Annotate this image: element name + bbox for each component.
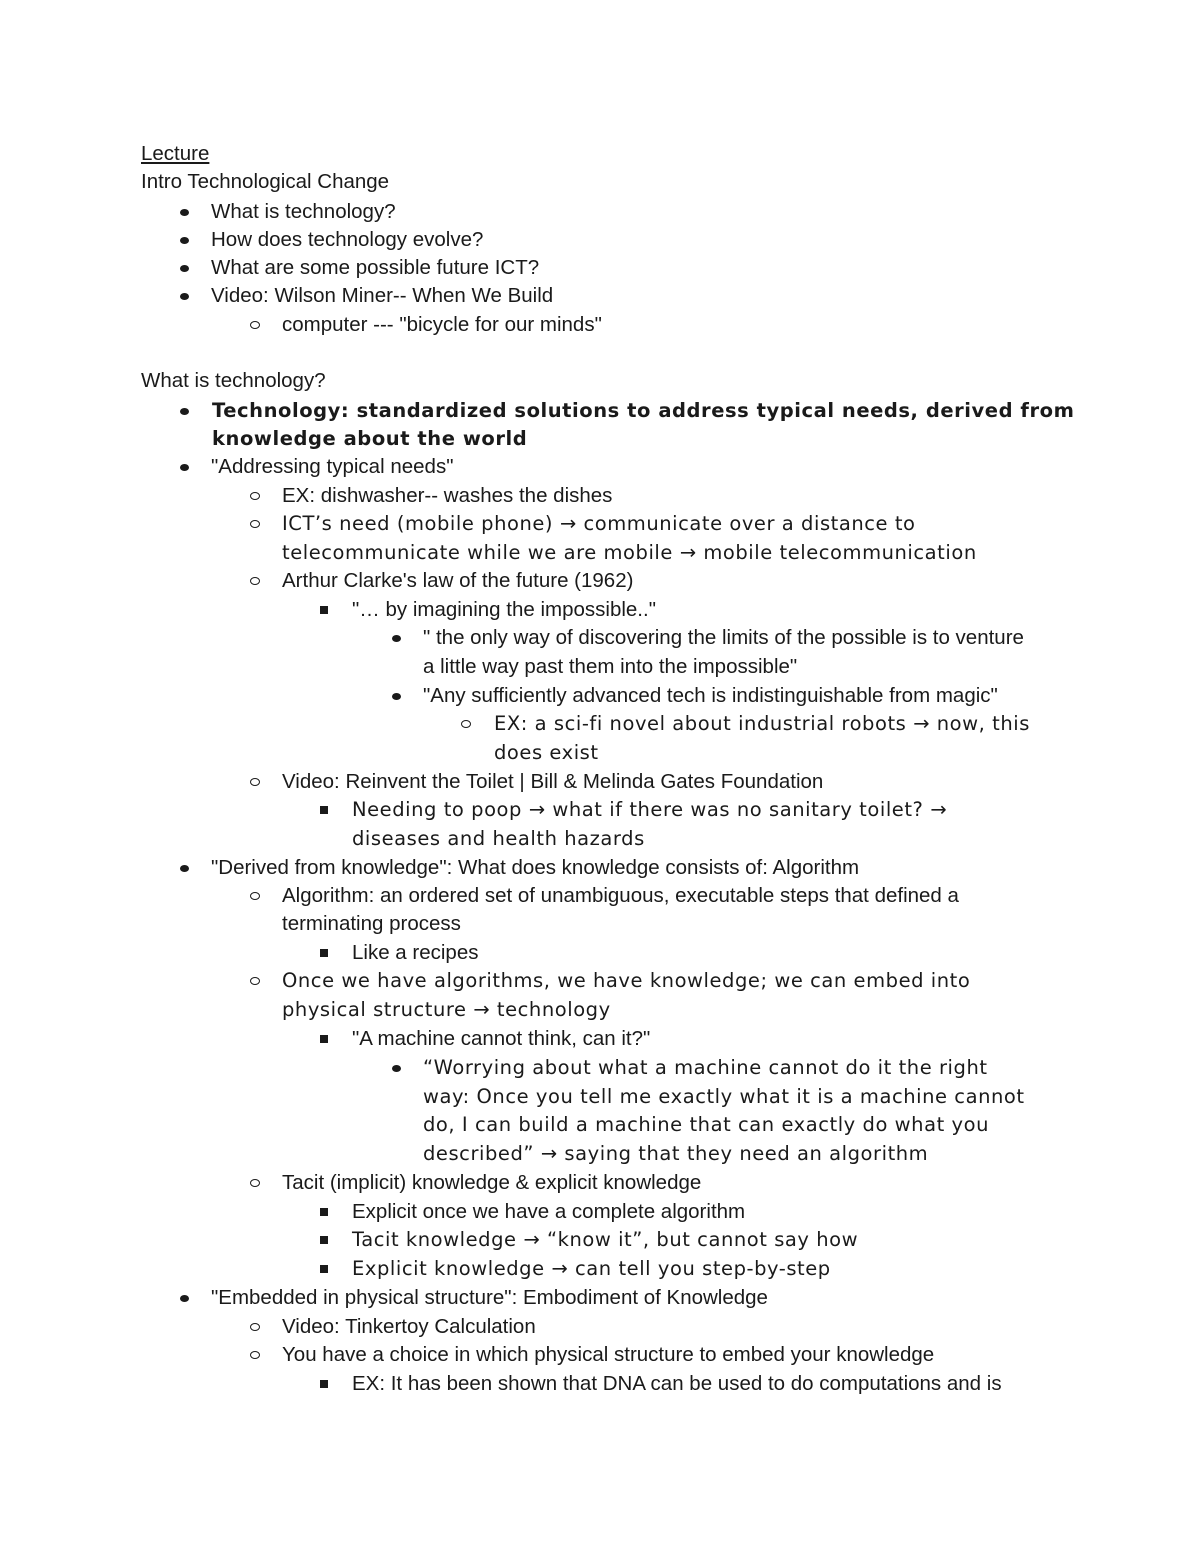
bullet-disc-icon xyxy=(170,254,198,282)
bullet-circle-icon xyxy=(241,882,269,910)
intro-item: Video: Wilson Miner-- When We Build xyxy=(211,284,554,307)
needs-example-continued: does exist xyxy=(494,741,599,764)
lecture-heading: Lecture xyxy=(141,142,210,165)
bullet-circle-icon xyxy=(241,482,269,510)
needs-subitem-continued: diseases and health hazards xyxy=(352,827,645,850)
knowledge-item: Once we have algorithms, we have knowledge; we can embed into xyxy=(282,969,971,992)
definition-line: Technology: standardized solutions to address typical needs, derived from xyxy=(212,399,1075,422)
bullet-square-icon xyxy=(310,1226,338,1254)
needs-subitem: Needing to poop → what if there was no sanitary toilet? → xyxy=(352,798,948,821)
embodiment-subitem: EX: It has been shown that DNA can be used to do computations and is xyxy=(352,1372,1002,1395)
intro-item: What are some possible future ICT? xyxy=(211,256,540,279)
knowledge-quote-continued: way: Once you tell me exactly what it is a machine cannot xyxy=(423,1085,1025,1108)
bullet-circle-icon xyxy=(241,1341,269,1369)
knowledge-quote-continued: described” → saying that they need an algorithm xyxy=(423,1142,929,1165)
bullet-disc-icon xyxy=(170,1284,198,1312)
intro-subheading: Intro Technological Change xyxy=(141,170,390,193)
needs-subitem: "… by imagining the impossible.." xyxy=(352,598,656,621)
bullet-square-icon xyxy=(310,1370,338,1398)
bullet-disc-icon xyxy=(382,624,410,652)
bullet-square-icon xyxy=(310,1025,338,1053)
knowledge-item-continued: physical structure → technology xyxy=(282,998,611,1021)
needs-item: Arthur Clarke's law of the future (1962) xyxy=(282,569,634,592)
bullet-circle-icon xyxy=(241,567,269,595)
bullet-disc-icon xyxy=(170,453,198,481)
bullet-circle-icon xyxy=(241,510,269,538)
bullet-square-icon xyxy=(310,1255,338,1283)
knowledge-subitem: Like a recipes xyxy=(352,941,479,964)
needs-example: EX: a sci-fi novel about industrial robots → now, this xyxy=(494,712,1030,735)
bullet-disc-icon xyxy=(170,198,198,226)
knowledge-item-continued: terminating process xyxy=(282,912,461,935)
knowledge-label: "Derived from knowledge": What does knowledge consists of: Algorithm xyxy=(211,856,860,879)
bullet-square-icon xyxy=(310,796,338,824)
needs-item-continued: telecommunicate while we are mobile → mobile telecommunication xyxy=(282,541,977,564)
bullet-square-icon xyxy=(310,939,338,967)
definition-line: knowledge about the world xyxy=(212,427,528,450)
bullet-circle-icon xyxy=(241,311,269,339)
bullet-square-icon xyxy=(310,596,338,624)
intro-item: How does technology evolve? xyxy=(211,228,484,251)
embodiment-item: You have a choice in which physical structure to embed your knowledge xyxy=(282,1343,935,1366)
knowledge-subitem: Explicit once we have a complete algorithm xyxy=(352,1200,746,1223)
bullet-square-icon xyxy=(310,1198,338,1226)
needs-quote: " the only way of discovering the limits of the possible is to venture xyxy=(423,626,1024,649)
bullet-circle-icon xyxy=(241,768,269,796)
knowledge-subitem: Tacit knowledge → “know it”, but cannot say how xyxy=(352,1228,859,1251)
embodiment-item: Video: Tinkertoy Calculation xyxy=(282,1315,536,1338)
knowledge-quote: “Worrying about what a machine cannot do it the right xyxy=(423,1056,988,1079)
bullet-circle-icon xyxy=(241,1169,269,1197)
knowledge-subitem: Explicit knowledge → can tell you step-by-step xyxy=(352,1257,831,1280)
knowledge-item: Algorithm: an ordered set of unambiguous, executable steps that defined a xyxy=(282,884,959,907)
needs-quote-continued: a little way past them into the impossible" xyxy=(423,655,798,678)
knowledge-item: Tacit (implicit) knowledge & explicit knowledge xyxy=(282,1171,702,1194)
needs-item: Video: Reinvent the Toilet | Bill & Melinda Gates Foundation xyxy=(282,770,824,793)
bullet-disc-icon xyxy=(170,282,198,310)
needs-label: "Addressing typical needs" xyxy=(211,455,454,478)
bullet-circle-icon xyxy=(241,967,269,995)
intro-subitem: computer --- "bicycle for our minds" xyxy=(282,313,602,336)
embodiment-label: "Embedded in physical structure": Embodiment of Knowledge xyxy=(211,1286,768,1309)
bullet-disc-icon xyxy=(170,854,198,882)
needs-quote: "Any sufficiently advanced tech is indistinguishable from magic" xyxy=(423,684,998,707)
bullet-disc-icon xyxy=(170,397,198,425)
bullet-disc-icon xyxy=(170,226,198,254)
section-title: What is technology? xyxy=(141,369,326,392)
bullet-disc-icon xyxy=(382,1054,410,1082)
needs-item: ICT’s need (mobile phone) → communicate over a distance to xyxy=(282,512,916,535)
bullet-circle-icon xyxy=(452,710,480,738)
bullet-circle-icon xyxy=(241,1313,269,1341)
needs-item: EX: dishwasher-- washes the dishes xyxy=(282,484,613,507)
knowledge-subitem: "A machine cannot think, can it?" xyxy=(352,1027,651,1050)
intro-item: What is technology? xyxy=(211,200,396,223)
knowledge-quote-continued: do, I can build a machine that can exactly do what you xyxy=(423,1113,990,1136)
bullet-disc-icon xyxy=(382,682,410,710)
